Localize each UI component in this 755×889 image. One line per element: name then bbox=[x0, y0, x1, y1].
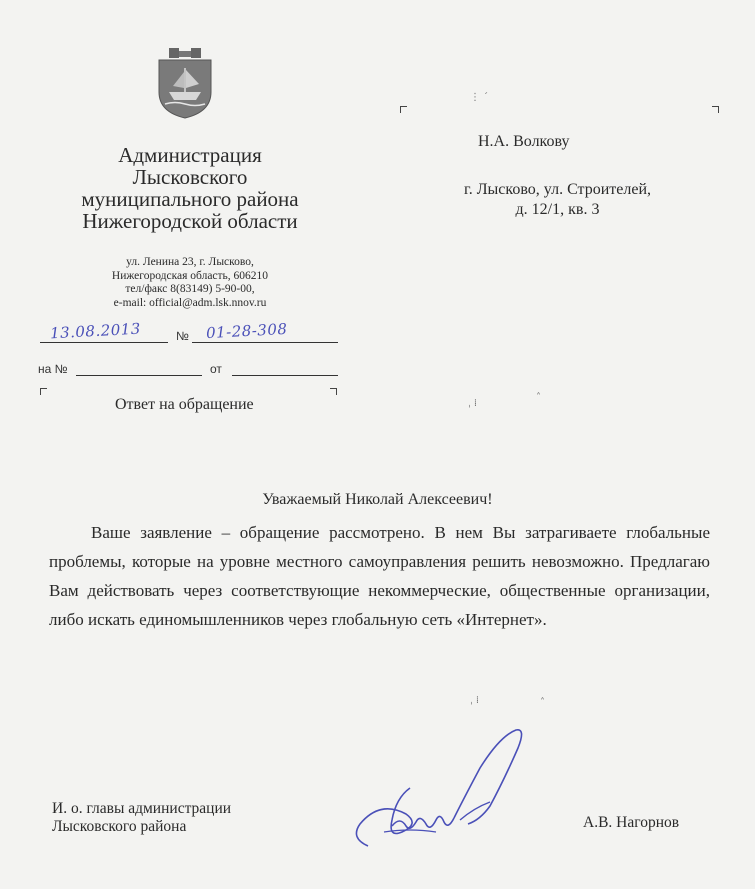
subject-line: Ответ на обращение bbox=[115, 396, 254, 413]
letter-body bbox=[49, 518, 710, 634]
sender-address bbox=[90, 256, 290, 310]
from-underline bbox=[232, 375, 338, 376]
recipient-address-line: д. 12/1, кв. 3 bbox=[515, 201, 600, 218]
handwritten-signature bbox=[340, 728, 530, 858]
corner-mark bbox=[712, 106, 719, 113]
signer-name: А.В. Нагорнов bbox=[583, 814, 680, 831]
scan-speck: ˄ bbox=[536, 392, 541, 403]
ref-label: на № bbox=[38, 362, 68, 376]
greeting: Уважаемый Николай Алексеевич! bbox=[262, 491, 493, 508]
org-line: Нижегородской области bbox=[82, 209, 298, 233]
scan-speck: ˄ bbox=[540, 697, 545, 708]
date-underline bbox=[40, 342, 168, 343]
recipient-address bbox=[430, 180, 685, 220]
handwritten-number: 01-28-308 bbox=[205, 319, 288, 343]
address-line: ул. Ленина 23, г. Лысково, bbox=[126, 256, 254, 268]
recipient-address-line: г. Лысково, ул. Строителей, bbox=[463, 181, 652, 198]
corner-mark bbox=[330, 388, 337, 395]
org-line: Лысковского bbox=[132, 165, 248, 189]
corner-mark bbox=[400, 106, 407, 113]
signer-title bbox=[52, 800, 231, 836]
number-underline bbox=[192, 342, 338, 343]
scan-speck: ⋮ ˊ bbox=[470, 92, 489, 103]
ref-underline bbox=[76, 375, 202, 376]
handwritten-date: 13.08.2013 bbox=[49, 319, 142, 343]
address-line: e-mail: official@adm.lsk.nnov.ru bbox=[113, 296, 267, 309]
org-line: Администрация bbox=[118, 143, 262, 167]
body-paragraph: Ваше заявление – обращение рассмотрено. В нем Вы затрагиваете глобальные проблемы, которые на уровне местного самоуправления решить невозможно. Предлагаю Вам действовать через соответствующие некоммерческие, общественные организации, либо искать единомышленников через глобальную сеть «Интернет». bbox=[49, 523, 710, 629]
coat-of-arms-emblem bbox=[155, 46, 215, 120]
signer-title-line: И. о. главы администрации bbox=[52, 800, 232, 817]
corner-mark bbox=[40, 388, 47, 395]
scan-speck: ˌ ⁞ bbox=[470, 695, 480, 706]
recipient-name: Н.А. Волкову bbox=[478, 133, 570, 150]
scan-speck: ˌ ⁞ bbox=[468, 398, 478, 409]
sender-organization bbox=[60, 144, 320, 232]
address-line: тел/факс 8(83149) 5-90-00, bbox=[125, 283, 255, 295]
org-line: муниципального района bbox=[81, 187, 299, 211]
address-line: Нижегородская область, 606210 bbox=[111, 269, 269, 282]
signer-title-line: Лысковского района bbox=[52, 818, 187, 835]
from-label: от bbox=[210, 362, 222, 376]
number-symbol: № bbox=[176, 329, 189, 343]
